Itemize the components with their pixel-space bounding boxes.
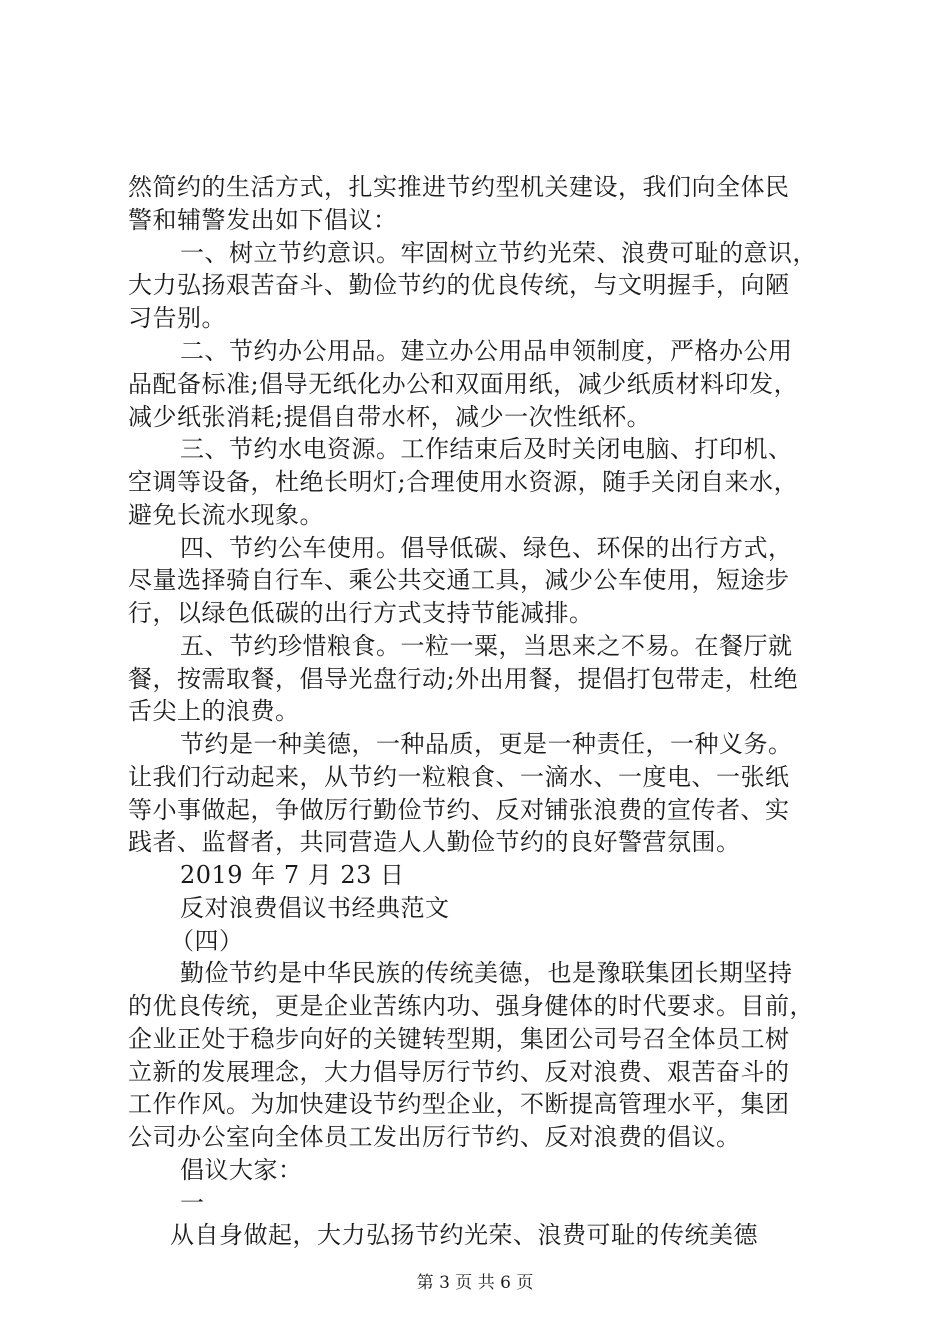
text-line: 餐，按需取餐，倡导光盘行动;外出用餐，提倡打包带走，杜绝	[128, 665, 799, 693]
text-line: 然简约的生活方式，扎实推进节约型机关建设，我们向全体民	[128, 173, 790, 201]
paragraph-start: 勤俭节约是中华民族的传统美德，也是豫联集团长期坚持	[180, 959, 793, 987]
paragraph-start: 一、树立节约意识。牢固树立节约光荣、浪费可耻的意识，	[180, 239, 817, 267]
list-marker: 一	[180, 1189, 205, 1217]
paragraph-start: 从自身做起，大力弘扬节约光荣、浪费可耻的传统美德	[170, 1221, 758, 1249]
page-number-footer: 第 3 页 共 6 页	[416, 1273, 534, 1293]
text-line: 习告别。	[128, 304, 226, 332]
paragraph-start: 三、节约水电资源。工作结束后及时关闭电脑、打印机、	[180, 435, 793, 463]
text-line: 践者、监督者，共同营造人人勤俭节约的良好警营氛围。	[128, 828, 741, 856]
paragraph-start: 倡议大家：	[180, 1156, 303, 1184]
text-line: 空调等设备，杜绝长明灯;合理使用水资源，随手关闭自来水，	[128, 468, 799, 496]
date-line: 2019 年 7 月 23 日	[180, 861, 405, 889]
paragraph-start: 节约是一种美德，一种品质，更是一种责任，一种义务。	[180, 730, 793, 758]
text-line: 避免长流水现象。	[128, 501, 324, 529]
paragraph-start: 二、节约办公用品。建立办公用品申领制度，严格办公用	[180, 337, 793, 365]
paragraph-start: 四、节约公车使用。倡导低碳、绿色、环保的出行方式，	[180, 534, 793, 562]
text-line: 工作作风。为加快建设节约型企业，不断提高管理水平，集团	[128, 1090, 790, 1118]
text-line: 尽量选择骑自行车、乘公共交通工具，减少公车使用，短途步	[128, 566, 790, 594]
text-line: 品配备标准;倡导无纸化办公和双面用纸，减少纸质材料印发，	[128, 370, 799, 398]
text-line: 大力弘扬艰苦奋斗、勤俭节约的优良传统，与文明握手，向陋	[128, 271, 790, 299]
text-line: 让我们行动起来，从节约一粒粮食、一滴水、一度电、一张纸	[128, 763, 790, 791]
text-line: 行，以绿色低碳的出行方式支持节能减排。	[128, 599, 594, 627]
text-line: 立新的发展理念，大力倡导厉行节约、反对浪费、艰苦奋斗的	[128, 1058, 790, 1086]
text-line: 等小事做起，争做厉行勤俭节约、反对铺张浪费的宣传者、实	[128, 796, 790, 824]
paragraph-start: 五、节约珍惜粮食。一粒一粟，当思来之不易。在餐厅就	[180, 632, 793, 660]
text-line: 公司办公室向全体员工发出厉行节约、反对浪费的倡议。	[128, 1123, 741, 1151]
text-line: 减少纸张消耗;提倡自带水杯，减少一次性纸杯。	[128, 403, 652, 431]
text-line: 的优良传统，更是企业苦练内功、强身健体的时代要求。目前，	[128, 992, 814, 1020]
section-number: （四）	[170, 927, 244, 955]
text-line: 舌尖上的浪费。	[128, 697, 300, 725]
section-title: 反对浪费倡议书经典范文	[180, 894, 450, 922]
text-line: 警和辅警发出如下倡议：	[128, 206, 398, 234]
text-line: 企业正处于稳步向好的关键转型期，集团公司号召全体员工树	[128, 1025, 790, 1053]
